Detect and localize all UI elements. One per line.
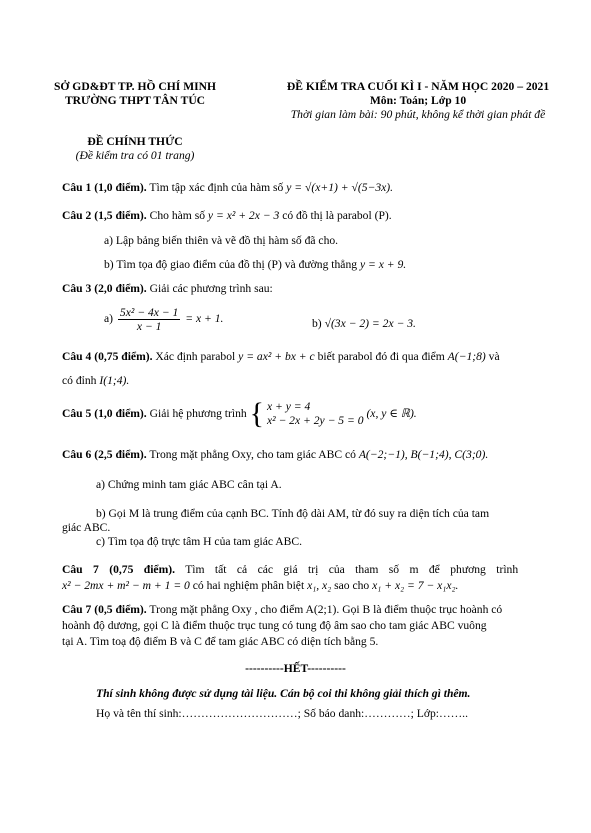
exam-title: ĐỀ KIỂM TRA CUỐI KÌ I - NĂM HỌC 2020 – 2021 [286,80,550,93]
question-7b-line3: tại A. Tìm toạ độ điểm B và C để tam giác ABC có diện tích bằng 5. [62,635,379,648]
question-7a-text2: có hai nghiệm phân biệt [192,579,305,592]
question-6 [62,448,488,462]
question-3-text: Giải các phương trình sau: [149,282,273,295]
question-4-label: Câu 4 (0,75 điểm). [62,350,153,363]
question-4-text3: và [488,350,500,363]
question-4-text2: biết parabol đó đi qua điểm [317,350,445,363]
question-2-formula: y = x² + 2x − 3 [207,209,280,222]
question-5-label: Câu 5 (1,0 điểm). [62,407,147,420]
system-eq-1: x + y = 4 [266,400,311,413]
question-3b-label: b) [312,317,322,330]
question-4-point: A(−1;8) [447,350,486,363]
question-7b-label: Câu 7 (0,5 điểm). [62,603,147,616]
official-label: ĐỀ CHÍNH THỨC [87,135,183,148]
end-marker: ----------HẾT---------- [245,662,346,675]
question-3a-fraction [118,306,180,333]
question-2b [104,258,406,272]
question-7a-text: Tìm tất cả các giá trị của tham số m để phương trình [185,563,519,576]
question-6-text: Trong mặt phẳng Oxy, cho tam giác ABC có [149,448,356,461]
question-7a-label: Câu 7 (0,75 điểm). [62,563,175,576]
question-3-label: Câu 3 (2,0 điểm). [62,282,147,295]
question-7a-formula: x² − 2mx + m² − m + 1 = 0 [62,579,190,592]
question-2 [62,209,392,223]
question-3a-numerator: 5x² − 4x − 1 [119,306,179,319]
question-2-label: Câu 2 (1,5 điểm). [62,209,147,222]
question-3b-formula: √(3x − 2) = 2x − 3. [324,317,416,330]
question-5 [62,399,417,429]
question-4 [62,350,500,364]
question-7a-roots: x₁, x₂ [307,579,332,592]
question-4-line2 [62,374,129,388]
question-3a [104,306,223,333]
question-1-formula: y = √(x+1) + √(5−3x). [286,181,394,194]
question-7b-line1 [62,603,502,617]
question-7b-text1: Trong mặt phẳng Oxy , cho điểm A(2;1). Gọi B là điểm thuộc trục hoành có [149,603,503,616]
question-6-points: A(−2;−1), B(−1;4), C(3;0). [358,448,489,461]
question-3b [312,317,416,331]
exam-note: Thí sinh không được sử dụng tài liệu. Cán bộ coi thi không giải thích gì thêm. [96,687,471,700]
question-2-text: Cho hàm số [149,209,206,222]
question-6a: a) Chứng minh tam giác ABC cân tại A. [96,478,282,491]
question-3a-label: a) [104,312,114,326]
question-1-text: Tìm tập xác định của hàm số [149,181,284,194]
page-count: (Đề kiểm tra có 01 trang) [75,149,195,162]
equation-system [267,400,364,428]
question-7b-line2: hoành độ dương, gọi C là điểm thuộc trục tung có tung độ âm sao cho tam giác ABC vuông [62,619,487,632]
question-2b-text: b) Tìm tọa độ giao điểm của đồ thị (P) và đường thẳng [104,258,358,271]
question-1 [62,181,393,195]
question-7a-line1 [62,563,546,577]
subject-line: Môn: Toán; Lớp 10 [369,94,467,107]
system-eq-2: x² − 2x + 2y − 5 = 0 [266,414,364,427]
question-4-line2-text: có đỉnh [62,374,97,387]
question-7a-text3: sao cho [334,579,370,592]
school-name: TRƯỜNG THPT TÂN TÚC [64,94,206,107]
question-2-text2: có đồ thị là parabol (P). [282,209,392,222]
question-3 [62,282,273,296]
question-3a-denominator: x − 1 [136,320,162,333]
question-2b-formula: y = x + 9. [359,258,407,271]
question-4-vertex: I(1;4). [99,374,130,387]
system-brace: { [249,397,265,430]
dept-name: SỞ GD&ĐT TP. HỒ CHÍ MINH [53,80,217,93]
time-line: Thời gian làm bài: 90 phút, không kể thời gian phát đề [290,108,546,121]
question-7a-condition: x₁ + x₂ = 7 − x₁x₂. [372,579,459,592]
question-2a: a) Lập bảng biến thiên và vẽ đồ thị hàm số đã cho. [104,234,339,247]
question-5-condition: (x, y ∈ ℝ). [366,407,417,420]
question-5-text: Giải hệ phương trình [149,407,247,420]
question-4-formula: y = ax² + bx + c [238,350,315,363]
question-6-label: Câu 6 (2,5 điểm). [62,448,147,461]
question-6b-line1: b) Gọi M là trung điểm của cạnh BC. Tính độ dài AM, từ đó suy ra diện tích của tam [96,507,490,520]
question-7a-line2 [62,579,458,593]
candidate-fields: Họ và tên thí sinh:…………………………; Số báo danh:…………; Lớp:…….. [96,707,468,720]
question-6b-line2: giác ABC. [62,521,111,534]
question-3a-rhs: = x + 1. [185,312,224,326]
question-1-label: Câu 1 (1,0 điểm). [62,181,147,194]
question-6c: c) Tìm tọa độ trực tâm H của tam giác ABC. [96,535,303,548]
question-4-text: Xác định parabol [155,350,236,363]
